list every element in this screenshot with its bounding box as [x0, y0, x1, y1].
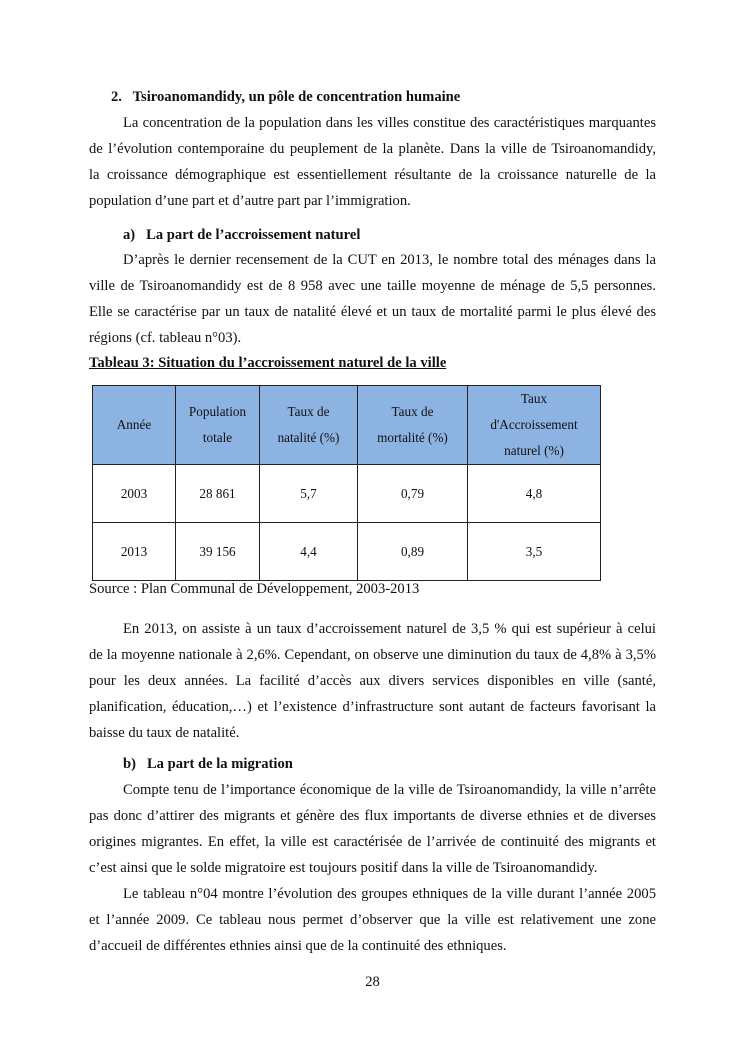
section-number: 2.: [111, 89, 122, 105]
text-line: D’après le dernier recensement de la CUT en 2013, le nombre total des ménages dans la: [123, 252, 656, 268]
text-line: régions (cf. tableau n°03).: [89, 330, 242, 346]
table-cell: 0,89: [358, 523, 468, 581]
text-line: de la moyenne nationale à 2,6%. Cependant, on observe une diminution du taux de 4,8% à 3,5%: [89, 647, 656, 663]
header-mortalite: [358, 386, 468, 465]
table-cell: 2003: [93, 465, 176, 523]
table-cell: 4,8: [468, 465, 601, 523]
text-line: population d’une part et d’autre part par l’immigration.: [89, 193, 411, 209]
paragraph-a: [89, 247, 656, 351]
paragraph-after-table: [89, 616, 656, 746]
header-population: [176, 386, 260, 465]
table-header-row: [93, 386, 601, 465]
table-cell: 3,5: [468, 523, 601, 581]
subsection-b-label: b): [123, 756, 136, 772]
natural-growth-table: [92, 385, 601, 581]
text-line: ville de Tsiroanomandidy est de 8 958 avec une taille moyenne de ménage de 5,5 personnes.: [89, 278, 656, 294]
table-cell: 4,4: [260, 523, 358, 581]
text-line: pas donc d’attirer des migrants et génère des flux importants de diverse ethnies et de diverses: [89, 808, 656, 824]
header-text: d'Accroissement: [490, 417, 578, 432]
header-text: Taux: [520, 391, 548, 406]
text-line: baisse du taux de natalité.: [89, 725, 240, 741]
text-line: origines migrantes. En effet, la ville est caractérisée de l’arrivée de continuité des migrants et: [89, 834, 656, 850]
table-cell: 2013: [93, 523, 176, 581]
header-text: Année: [116, 417, 152, 432]
header-text: Population: [188, 404, 247, 419]
text-line: La concentration de la population dans les villes constitue des caractéristiques marquantes: [123, 115, 656, 131]
text-line: de l’évolution contemporaine du peuplement de la planète. Dans la ville de Tsiroanomandidy,: [89, 141, 656, 157]
intro-paragraph: [89, 110, 656, 214]
page-number: 28: [365, 974, 380, 990]
paragraph-b1: [89, 777, 656, 881]
text-line: et l’année 2009. Ce tableau nous permet d’observer que la ville est relativement une zone: [89, 912, 656, 928]
text-line: Elle se caractérise par un taux de natalité élevé et un taux de mortalité parmi le plus élevé des: [89, 304, 656, 320]
text-line: Le tableau n°04 montre l’évolution des groupes ethniques de la ville durant l’année 2005: [123, 886, 656, 902]
header-text: mortalité (%): [377, 430, 448, 445]
header-annee: [93, 386, 176, 465]
text-line: pour les deux années. La facilité d’accès aux divers services disponibles en ville (santé,: [89, 673, 656, 689]
text-line: Compte tenu de l’importance économique de la ville de Tsiroanomandidy, la ville n’arrête: [123, 782, 656, 798]
text-line: planification, éducation,…) et l’existence d’infrastructure sont autant de facteurs favorisant la: [89, 699, 656, 715]
subsection-b-heading: [123, 754, 293, 774]
table-cell: 0,79: [358, 465, 468, 523]
table-row: [93, 465, 601, 523]
section-title: Tsiroanomandidy, un pôle de concentration humaine: [132, 89, 461, 105]
paragraph-b2: [89, 881, 656, 959]
subsection-a-title: La part de l’accroissement naturel: [146, 227, 361, 243]
subsection-a-label: a): [123, 227, 136, 243]
text-line: En 2013, on assiste à un taux d’accroissement naturel de 3,5 % qui est supérieur à celui: [123, 621, 656, 637]
table-row: [93, 523, 601, 581]
section-heading: [111, 87, 460, 107]
header-text: natalité (%): [277, 430, 340, 445]
text-line: la croissance démographique est essentiellement résultante de la croissance naturelle de la: [89, 167, 656, 183]
subsection-b-title: La part de la migration: [146, 756, 293, 772]
header-text: Taux de: [287, 404, 330, 419]
header-accroissement: [468, 386, 601, 465]
table-cell: 28 861: [176, 465, 260, 523]
text-line: d’accueil de différentes ethnies ainsi que de la continuité des ethniques.: [89, 938, 507, 954]
subsection-a-heading: [123, 225, 360, 245]
header-text: totale: [202, 430, 233, 445]
header-text: naturel (%): [504, 443, 564, 458]
table-source: Source : Plan Communal de Développement, 2003-2013: [89, 581, 420, 597]
table-cell: 39 156: [176, 523, 260, 581]
table-caption: Tableau 3: Situation du l’accroissement naturel de la ville: [89, 355, 447, 371]
text-line: c’est ainsi que le solde migratoire est toujours positif dans la ville de Tsiroanomandidy.: [89, 860, 598, 876]
header-text: Taux de: [391, 404, 434, 419]
table-cell: 5,7: [260, 465, 358, 523]
header-natalite: [260, 386, 358, 465]
